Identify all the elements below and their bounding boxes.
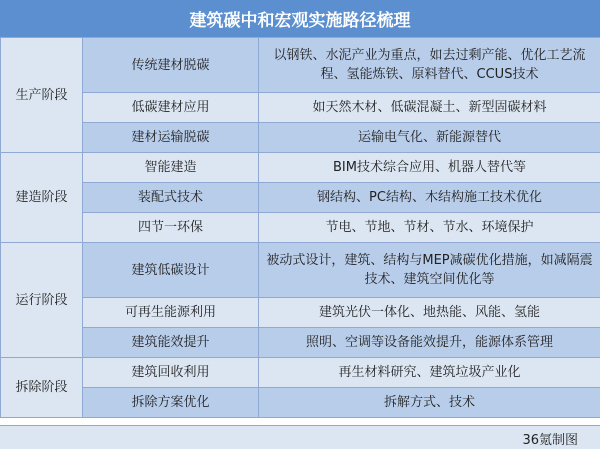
desc-cell: 节电、节地、节材、节水、环境保护 [259, 213, 600, 243]
table-row [1, 93, 600, 123]
desc-cell: 钢结构、PC结构、木结构施工技术优化 [259, 183, 600, 213]
tech-cell: 智能建造 [83, 153, 259, 183]
desc-cell: 再生材料研究、建筑垃圾产业化 [259, 358, 600, 388]
source-credit: 36氪制图 [522, 433, 578, 448]
table-row [1, 213, 600, 243]
tech-cell: 可再生能源利用 [83, 298, 259, 328]
table-row [1, 358, 600, 388]
table-row [1, 183, 600, 213]
table-row [1, 298, 600, 328]
table-row [1, 123, 600, 153]
tech-cell: 建材运输脱碳 [83, 123, 259, 153]
table-row [1, 388, 600, 418]
table-row [1, 328, 600, 358]
table-row [1, 243, 600, 298]
pathway-table [0, 37, 600, 418]
tech-cell: 传统建材脱碳 [83, 38, 259, 93]
tech-cell: 建筑回收利用 [83, 358, 259, 388]
stage-cell: 运行阶段 [1, 243, 83, 358]
page-title: 建筑碳中和宏观实施路径梳理 [0, 0, 600, 38]
stage-cell: 生产阶段 [1, 38, 83, 153]
desc-cell: 拆解方式、技术 [259, 388, 600, 418]
stage-cell: 建造阶段 [1, 153, 83, 243]
table-row [1, 38, 600, 93]
desc-cell: BIM技术综合应用、机器人替代等 [259, 153, 600, 183]
desc-cell: 建筑光伏一体化、地热能、风能、氢能 [259, 298, 600, 328]
desc-cell: 如天然木材、低碳混凝土、新型固碳材料 [259, 93, 600, 123]
tech-cell: 低碳建材应用 [83, 93, 259, 123]
stage-cell: 拆除阶段 [1, 358, 83, 418]
tech-cell: 建筑低碳设计 [83, 243, 259, 298]
tech-cell: 建筑能效提升 [83, 328, 259, 358]
tech-cell: 拆除方案优化 [83, 388, 259, 418]
tech-cell: 装配式技术 [83, 183, 259, 213]
table-row [1, 153, 600, 183]
desc-cell: 照明、空调等设备能效提升，能源体系管理 [259, 328, 600, 358]
tech-cell: 四节一环保 [83, 213, 259, 243]
desc-cell: 运输电气化、新能源替代 [259, 123, 600, 153]
desc-cell: 被动式设计，建筑、结构与MEP减碳优化措施，如减隔震技术、建筑空间优化等 [259, 243, 600, 298]
footer-bar [0, 425, 600, 449]
desc-cell: 以钢铁、水泥产业为重点，如去过剩产能、优化工艺流程、氢能炼铁、原料替代、CCUS技术 [259, 38, 600, 93]
